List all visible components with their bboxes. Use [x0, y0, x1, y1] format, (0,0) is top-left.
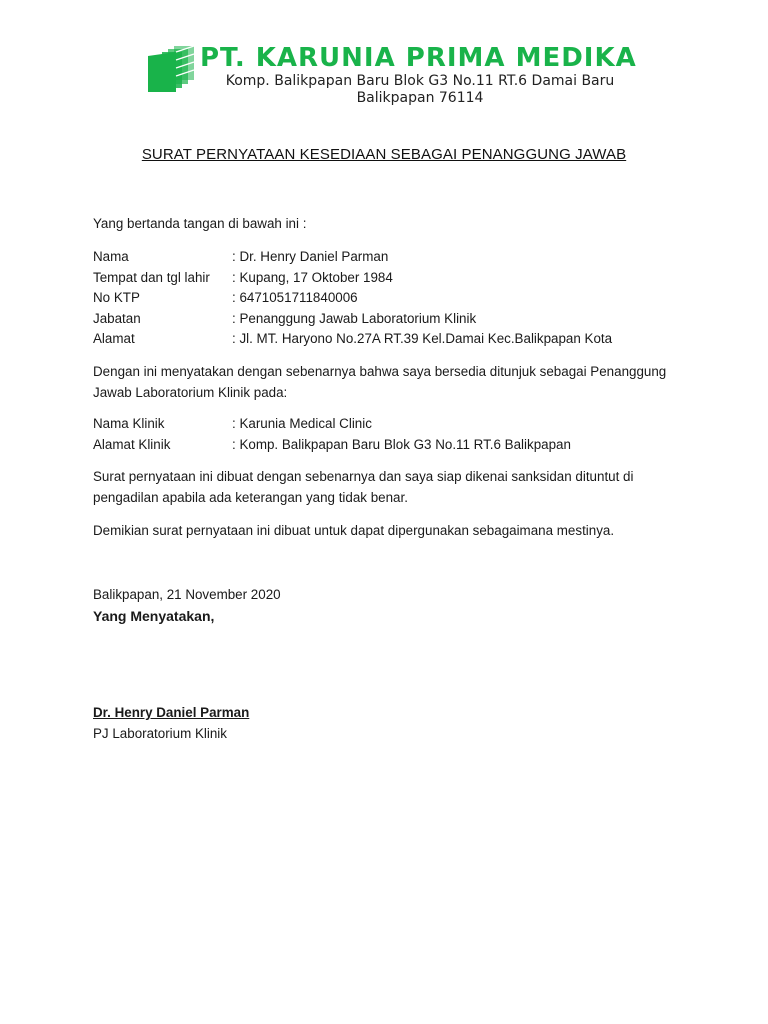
- field-label: Nama: [93, 249, 129, 264]
- declaration-paragraph: Surat pernyataan ini dibuat dengan sebenarnya dan saya siap dikenai sanksidan dituntut di pengadilan apabila ada keterangan yang tidak benar.: [93, 469, 634, 505]
- field-label: No KTP: [93, 290, 140, 305]
- identity-row: [93, 268, 612, 289]
- identity-row: [93, 309, 612, 330]
- field-label: Nama Klinik: [93, 416, 165, 431]
- field-label: Tempat dan tgl lahir: [93, 269, 210, 285]
- field-value: : Penanggung Jawab Laboratorium Klinik: [232, 310, 477, 326]
- field-label: Alamat Klinik: [93, 436, 171, 452]
- stacked-pages-logo-icon: [146, 42, 202, 94]
- field-value: : Kupang, 17 Oktober 1984: [232, 269, 393, 285]
- signature-heading: Yang Menyatakan,: [93, 608, 215, 624]
- field-value: : Komp. Balikpapan Baru Blok G3 No.11 RT.6 Balikpapan: [232, 436, 571, 452]
- document-title: SURAT PERNYATAAN KESEDIAAN SEBAGAI PENANGGUNG JAWAB: [141, 146, 627, 163]
- signer-name: Dr. Henry Daniel Parman: [93, 705, 250, 720]
- field-label: Alamat: [93, 331, 135, 346]
- statement-paragraph: Dengan ini menyatakan dengan sebenarnya bahwa saya bersedia ditunjuk sebagai Penanggung Jawab Laboratorium Klinik pada:: [93, 364, 667, 400]
- address-line-1: Komp. Balikpapan Baru Blok G3 No.11 RT.6 Damai Baru: [225, 73, 615, 89]
- identity-table: [93, 247, 612, 350]
- place-date: Balikpapan, 21 November 2020: [93, 587, 281, 602]
- intro-text: Yang bertanda tangan di bawah ini :: [93, 216, 307, 231]
- address-line-2: Balikpapan 76114: [356, 90, 484, 106]
- company-name: PT. KARUNIA PRIMA MEDIKA: [200, 43, 637, 73]
- signer-position: PJ Laboratorium Klinik: [93, 726, 227, 741]
- field-value: : Jl. MT. Haryono No.27A RT.39 Kel.Damai Kec.Balikpapan Kota: [232, 331, 613, 346]
- identity-row: [93, 288, 612, 309]
- closing-paragraph: Demikian surat pernyataan ini dibuat untuk dapat dipergunakan sebagaimana mestinya.: [93, 523, 615, 538]
- clinic-row: [93, 435, 571, 456]
- field-label: Jabatan: [93, 310, 141, 326]
- clinic-table: [93, 414, 571, 455]
- identity-row: [93, 247, 612, 268]
- identity-row: [93, 329, 612, 350]
- field-value: : Dr. Henry Daniel Parman: [232, 249, 389, 264]
- company-address: [200, 73, 640, 107]
- field-value: : 6471051711840006: [232, 290, 358, 305]
- field-value: : Karunia Medical Clinic: [232, 416, 372, 431]
- clinic-row: [93, 414, 571, 435]
